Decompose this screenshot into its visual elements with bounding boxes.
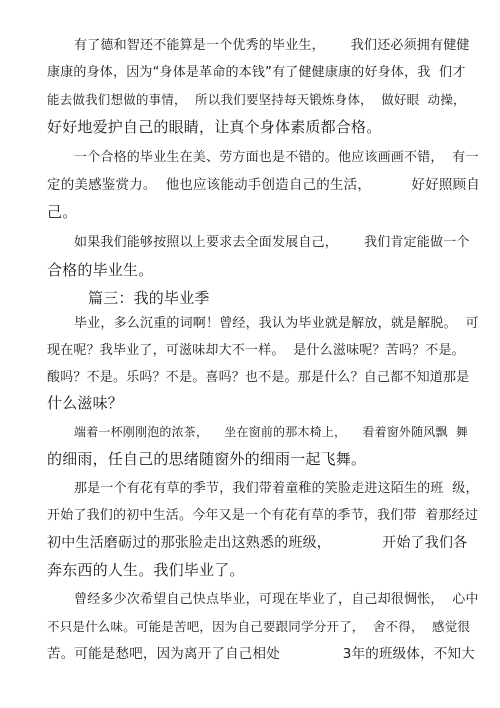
text-line: 开始了我们的初中生活。今年又是一个有花有草的季节，我们带 着那经过 — [47, 508, 479, 523]
text-line: 奔东西的人生。我们毕业了。 — [47, 561, 245, 579]
text-line: 现在呢？我毕业了，可滋味却大不一样。 是什么滋味呢？苦吗？不是。 — [47, 343, 465, 358]
text-line: 好好地爱护自己的眼睛，让真个身体素质都合格。 — [47, 118, 382, 136]
section-heading: 篇三：我的毕业季 — [88, 289, 210, 307]
text-line: 定的美感鉴赏力。 他也应该能动手创造自己的生活， 好好照顾自 — [47, 177, 481, 193]
text-line: 曾经多少次希望自己快点毕业，可现在毕业了，自己却很惆怅， 心中 — [74, 592, 479, 607]
text-line: 如果我们能够按照以上要求去全面发展自己， 我们肯定能做一个 — [74, 235, 470, 250]
text-line: 毕业，多么沉重的词啊！曾经，我认为毕业就是解放，就是解脱。 可 — [74, 316, 479, 331]
text-line: 有了德和智还不能算是一个优秀的毕业生， 我们还必须拥有健健 — [74, 38, 470, 53]
text-line: 康康的身体，因为“身体是革命的本钱”有了健健康康的好身体，我 们才 — [47, 65, 466, 80]
text-line: 什么滋味？ — [47, 394, 124, 412]
text-line: 合格的毕业生。 — [47, 261, 154, 279]
text-line: 己。 — [47, 203, 78, 221]
text-line: 一个合格的毕业生在美、劳方面也是不错的。他应该画画不错， 有一 — [74, 150, 479, 165]
text-line: 不只是什么味。可能是苦吧，因为自己要跟同学分开了， 舍不得， 感觉很 — [47, 619, 471, 634]
text-line: 苦。可能是愁吧，因为离开了自己相处 3年的班级体，不知大 — [47, 646, 475, 662]
text-line: 那是一个有花有草的季节，我们带着童稚的笑脸走进这陌生的班 级， — [74, 481, 479, 496]
text-line: 的细雨，任自己的思绪随窗外的细雨一起飞舞。 — [47, 450, 367, 468]
text-line: 酸吗？不是。乐吗？不是。喜吗？也不是。那是什么？自己都不知道那是 — [47, 370, 470, 385]
text-line: 能去做我们想做的事情， 所以我们要坚持每天锻炼身体， 做好眼 动操， — [47, 92, 466, 107]
text-line: 初中生活磨砺过的那张脸走出这熟悉的班级， 开始了我们各 — [47, 535, 468, 551]
text-line: 端着一杯刚刚泡的浓茶， 坐在窗前的那木椅上， 看着窗外随风飘 舞 — [74, 425, 468, 439]
